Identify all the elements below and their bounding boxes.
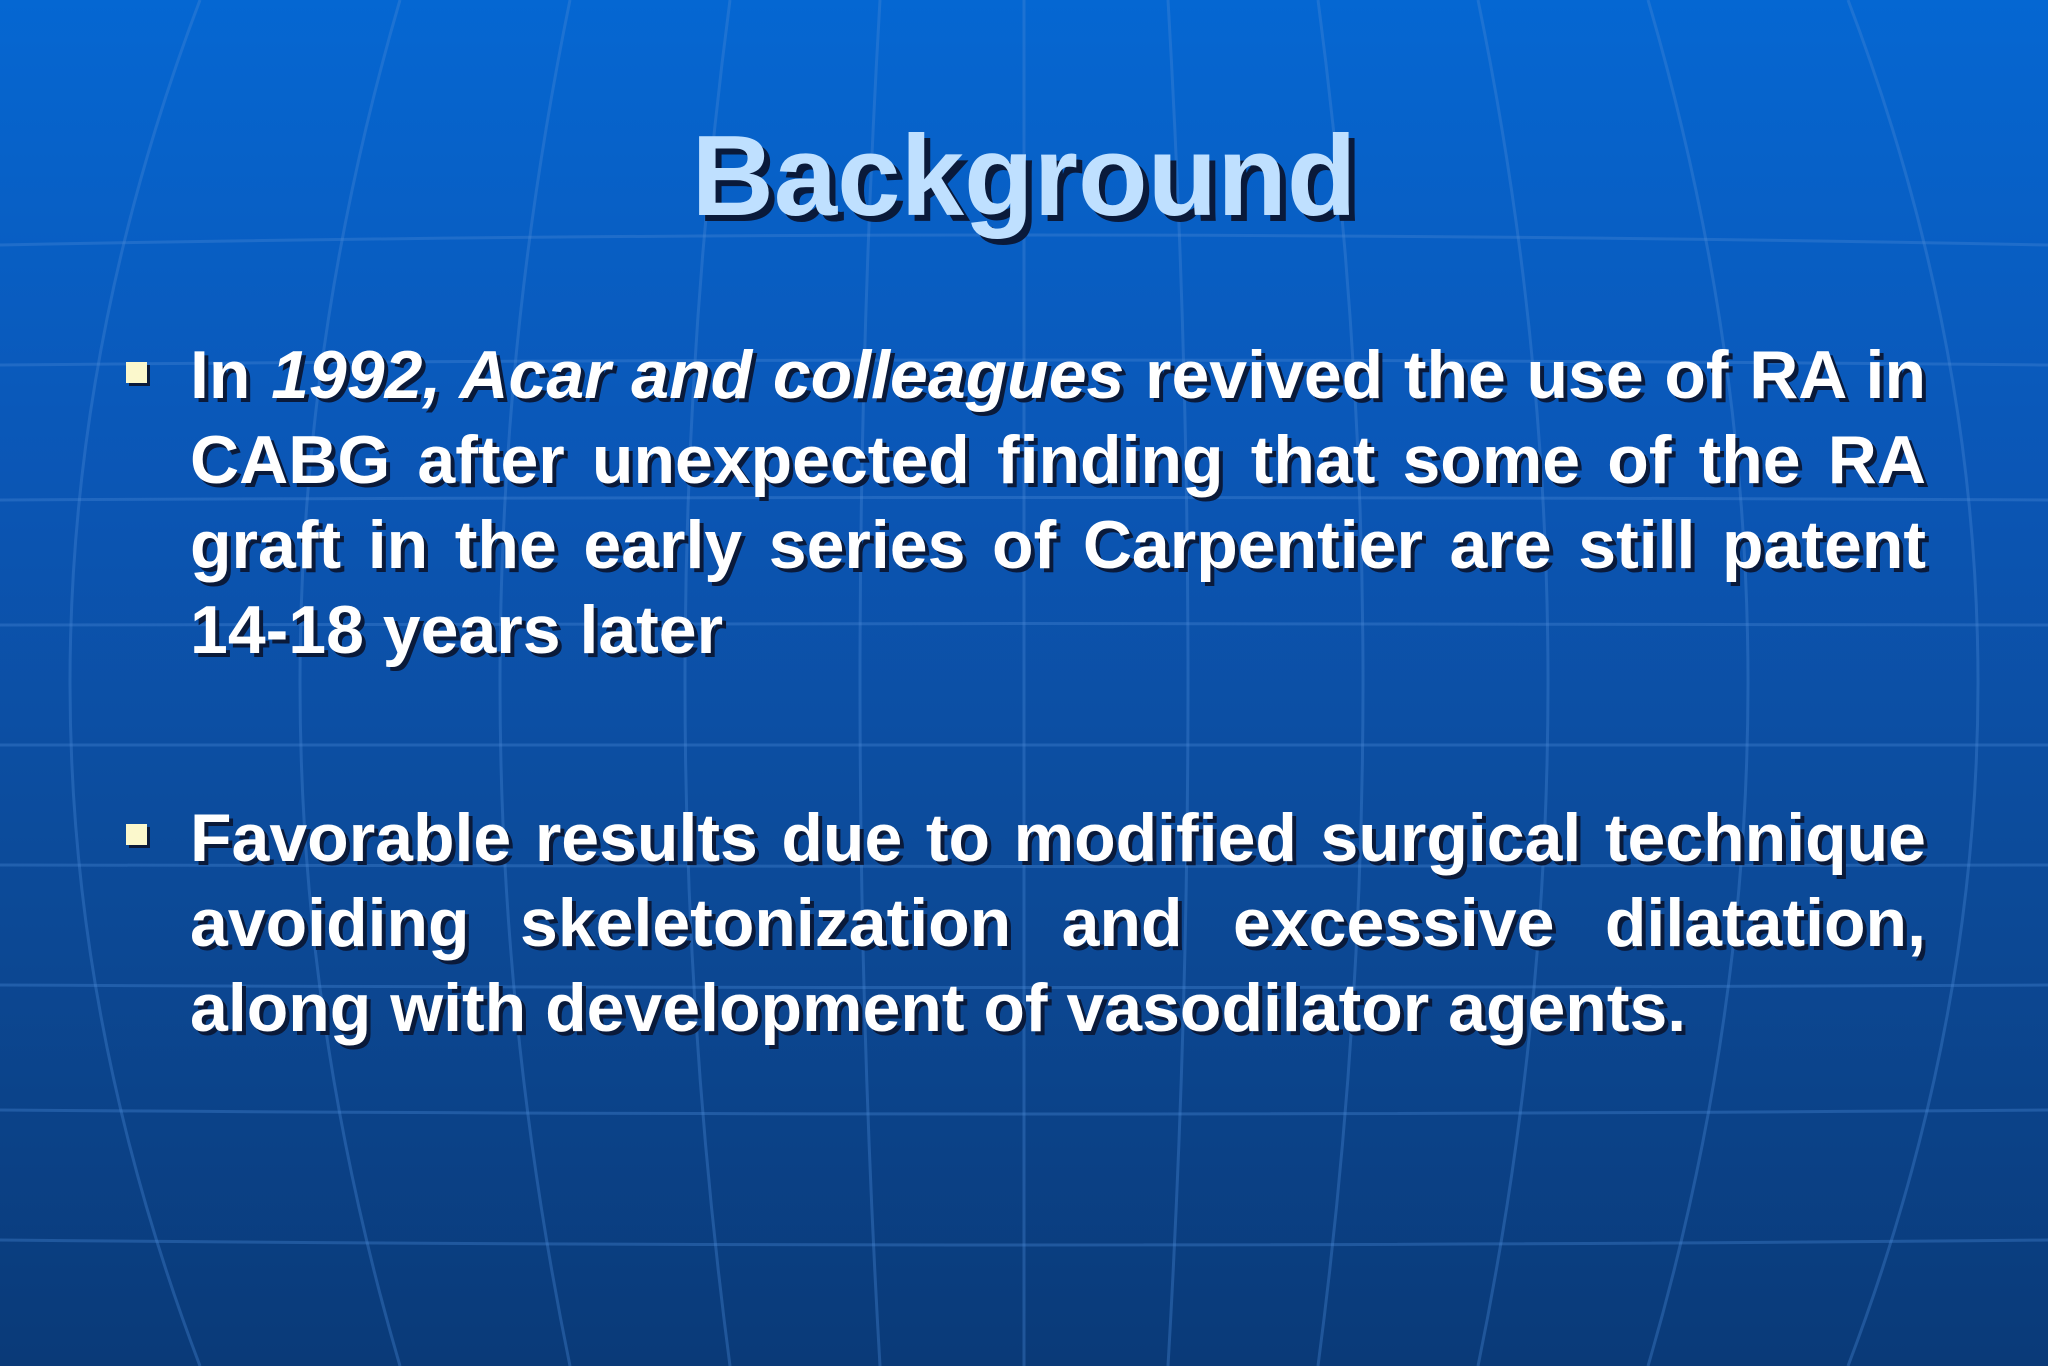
bullet-text-run: Favorable results due to modified surgical technique avoiding skeletonization and excessive dilatation, along with development of vasodilator agents. <box>190 800 1926 1046</box>
slide-title: Background <box>691 113 1357 240</box>
bullet-text-run: revived the use of RA in CABG after unexpected finding that some of the RA graft in the early series of Carpentier are still patent 14-18 years later <box>190 337 1926 668</box>
bullet-square-icon <box>126 824 147 845</box>
bullet-text-run: In <box>190 337 272 413</box>
bullet-item-1 <box>190 333 1926 673</box>
bullet-text-run-italic: 1992, Acar and colleagues <box>271 337 1125 413</box>
bullet-square-icon <box>126 362 147 383</box>
bullet-item-2 <box>190 796 1926 1051</box>
